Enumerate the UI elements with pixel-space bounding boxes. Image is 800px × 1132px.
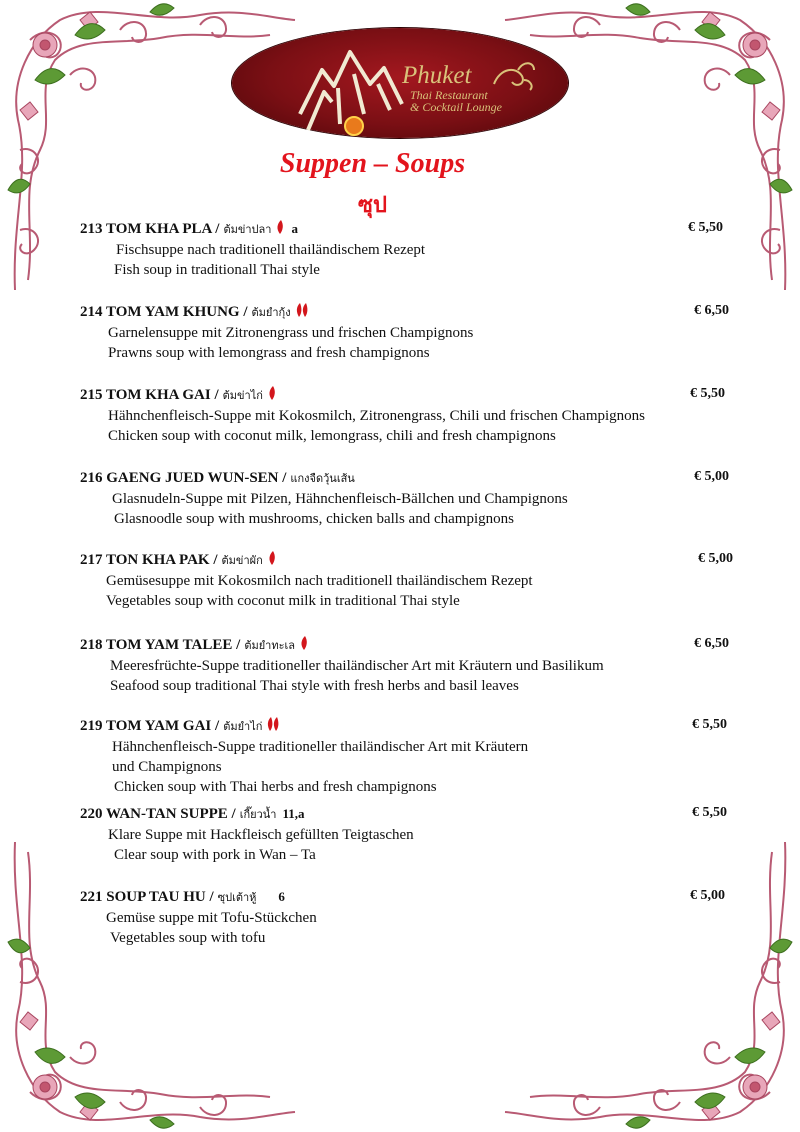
item-desc-de: Klare Suppe mit Hackfleisch gefüllten Teigtaschen: [108, 827, 414, 843]
menu-item-header: [80, 469, 740, 489]
logo-subtitle-1: Thai Restaurant: [410, 88, 488, 102]
logo-text: [402, 63, 502, 113]
ornament-corner-bottom-right: [500, 832, 800, 1132]
item-allergen-code: 11,a: [282, 806, 305, 821]
item-price: € 5,00: [694, 469, 729, 484]
menu-item-header: [80, 551, 740, 571]
item-allergen-code: a: [291, 221, 298, 236]
item-thai-name: ต้มข่าผัก: [221, 554, 263, 567]
menu-item-header: [80, 805, 740, 825]
restaurant-logo: [232, 28, 568, 138]
menu-item: [80, 551, 740, 611]
item-name: 217 TON KHA PAK /: [80, 552, 218, 568]
item-desc-de: Meeresfrüchte-Suppe traditioneller thailändischer Art mit Kräutern und Basilikum: [110, 658, 604, 674]
item-name: 214 TOM YAM KHUNG /: [80, 304, 248, 320]
item-desc-de-cont: und Champignons: [112, 759, 222, 775]
item-desc-en: Chicken soup with Thai herbs and fresh champignons: [114, 779, 437, 795]
menu-item-header: [80, 717, 740, 737]
item-price: € 6,50: [694, 636, 729, 651]
menu-item-header: [80, 888, 740, 908]
item-desc-de: Hähnchenfleisch-Suppe traditioneller thailändischer Art mit Kräutern: [112, 739, 529, 755]
menu-item: [80, 386, 740, 446]
double-chili-icon: [266, 717, 280, 731]
swirl-ornament-icon: [490, 58, 538, 94]
chili-icon: [267, 386, 277, 400]
item-desc-en: Clear soup with pork in Wan – Ta: [114, 847, 316, 863]
menu-item: [80, 303, 740, 363]
item-thai-name: ต้มยำไก่: [223, 720, 263, 733]
chili-icon: [299, 636, 309, 650]
item-name: 216 GAENG JUED WUN-SEN /: [80, 470, 287, 486]
item-thai-name: ต้มยำกุ้ง: [251, 306, 291, 319]
item-price: € 5,00: [698, 551, 733, 566]
page-title: Suppen – Soups: [279, 148, 466, 179]
item-name: 215 TOM KHA GAI /: [80, 387, 219, 403]
page-title-thai: ซุป: [358, 193, 387, 218]
menu-item-header: [80, 386, 740, 406]
menu-item: [80, 805, 740, 865]
menu-item-header: [80, 303, 740, 323]
menu-item-header: [80, 220, 740, 240]
menu-item: [80, 469, 740, 529]
menu-item: [80, 717, 740, 797]
item-desc-en: Fish soup in traditionall Thai style: [114, 262, 320, 278]
item-desc-de: Glasnudeln-Suppe mit Pilzen, Hähnchenfleisch-Bällchen und Champignons: [112, 491, 568, 507]
item-thai-name: ต้มยำทะเล: [244, 639, 295, 652]
item-name: 218 TOM YAM TALEE /: [80, 637, 241, 653]
menu-item: [80, 888, 740, 948]
item-thai-name: ต้มข่าปลา: [223, 223, 272, 236]
chili-icon: [275, 220, 285, 234]
item-desc-de: Gemüse suppe mit Tofu-Stückchen: [106, 910, 317, 926]
item-desc-de: Garnelensuppe mit Zitronengrass und frischen Champignons: [108, 325, 474, 341]
item-desc-en: Vegetables soup with tofu: [110, 930, 266, 946]
double-chili-icon: [295, 303, 309, 317]
menu-item: [80, 220, 740, 280]
item-name: 220 WAN-TAN SUPPE /: [80, 806, 236, 822]
item-price: € 5,00: [690, 888, 725, 903]
item-thai-name: ซุปเต้าหู้: [217, 891, 257, 904]
menu-item: [80, 636, 740, 696]
item-price: € 5,50: [688, 220, 723, 235]
item-thai-name: แกงจืดวุ้นเส้น: [290, 472, 355, 485]
item-desc-en: Chicken soup with coconut milk, lemongrass, chili and fresh champignons: [108, 428, 556, 444]
chili-icon: [267, 551, 277, 565]
item-price: € 5,50: [692, 805, 727, 820]
item-price: € 5,50: [692, 717, 727, 732]
item-price: € 5,50: [690, 386, 725, 401]
item-desc-de: Fischsuppe nach traditionell thailändischem Rezept: [116, 242, 426, 258]
ornament-corner-bottom-left: [0, 832, 300, 1132]
item-name: 221 SOUP TAU HU /: [80, 889, 214, 905]
item-name: 213 TOM KHA PLA /: [80, 221, 220, 237]
item-thai-name: ต้มข่าไก่: [222, 389, 263, 402]
item-thai-name: เกี๊ยวน้ำ: [239, 808, 277, 821]
item-price: € 6,50: [694, 303, 729, 318]
item-allergen-code: 6: [278, 889, 285, 904]
menu-item-header: [80, 636, 740, 656]
mountain-logo-icon: [294, 44, 406, 140]
item-desc-en: Prawns soup with lemongrass and fresh champignons: [108, 345, 430, 361]
logo-name: Phuket: [402, 62, 472, 89]
item-desc-en: Glasnoodle soup with mushrooms, chicken balls and champignons: [114, 511, 514, 527]
item-desc-en: Vegetables soup with coconut milk in traditional Thai style: [106, 593, 460, 609]
item-name: 219 TOM YAM GAI /: [80, 718, 220, 734]
logo-subtitle-2: & Cocktail Lounge: [410, 100, 502, 114]
item-desc-en: Seafood soup traditional Thai style with fresh herbs and basil leaves: [110, 678, 519, 694]
item-desc-de: Hähnchenfleisch-Suppe mit Kokosmilch, Zitronengrass, Chili und frischen Champignons: [108, 408, 645, 424]
item-desc-de: Gemüsesuppe mit Kokosmilch nach traditionell thailändischem Rezept: [106, 573, 533, 589]
